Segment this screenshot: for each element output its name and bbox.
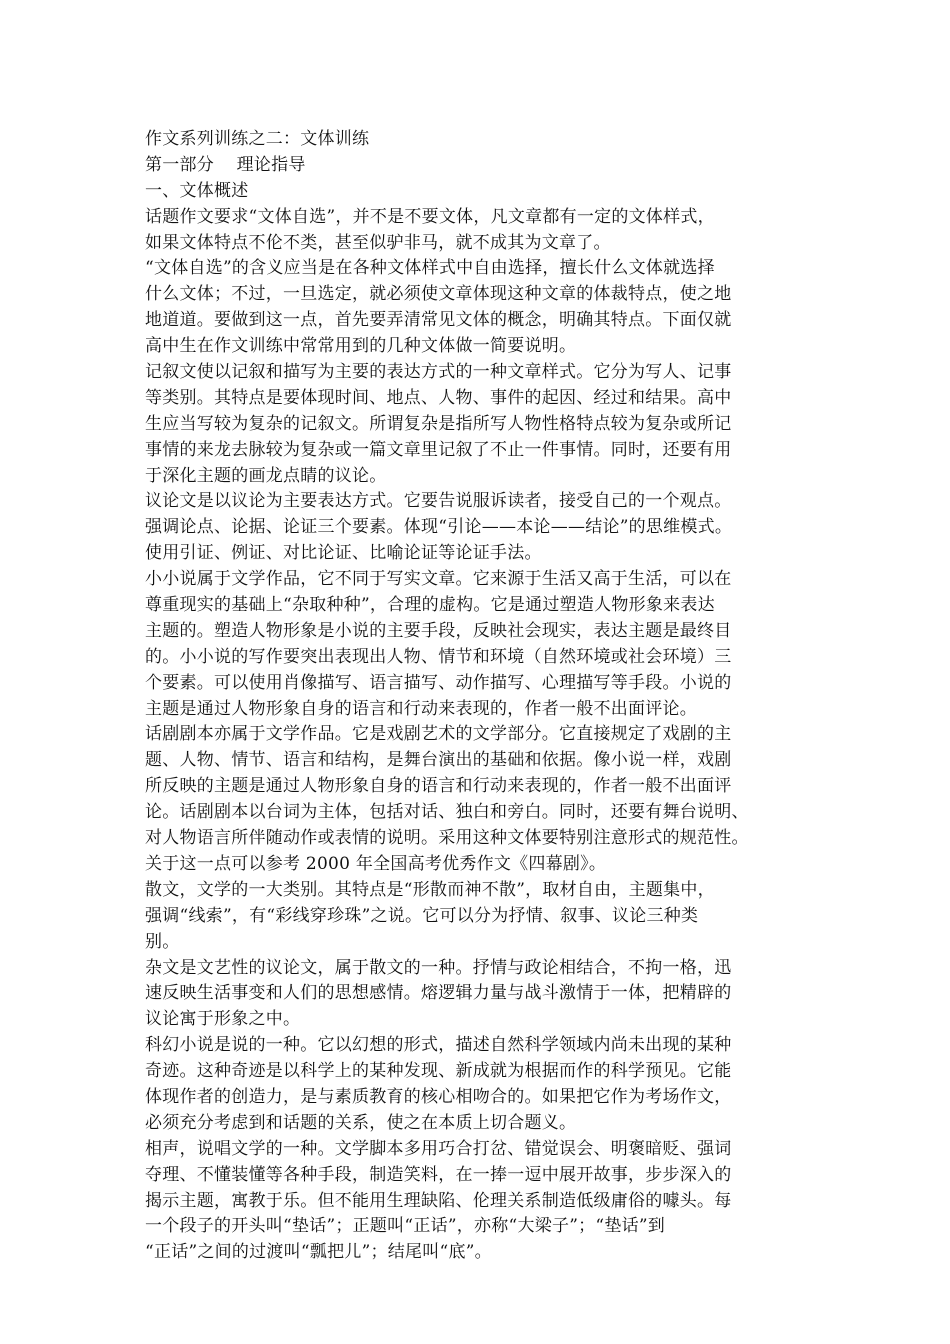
document-title: 作文系列训练之二：文体训练 [145, 129, 370, 149]
text-line: 科幻小说是说的一种。它以幻想的形式，描述自然科学领域内尚未出现的某种 [145, 1035, 732, 1056]
text-line: 地道道。要做到这一点，首先要弄清常见文体的概念，明确其特点。下面仅就 [145, 310, 732, 331]
text-line: 夺理、不懂装懂等各种手段，制造笑料，在一捧一逗中展开故事，步步深入的 [145, 1164, 732, 1185]
subsection-heading: 一、文体概述 [145, 180, 249, 201]
text-line: “正话”之间的过渡叫“瓢把儿”；结尾叫“底”。 [145, 1242, 492, 1263]
text-line: 话题作文要求“文体自选”，并不是不要文体，凡文章都有一定的文体样式， [145, 206, 715, 227]
text-line: 主题是通过人物形象自身的语言和行动来表现的，作者一般不出面评论。 [145, 698, 697, 719]
text-line: 体现作者的创造力，是与素质教育的核心相吻合的。如果把它作为考场作文， [145, 1086, 732, 1107]
text-line: 什么文体；不过，一旦选定，就必须使文章体现这种文章的体裁特点，使之地 [145, 284, 732, 305]
text-line: 强调论点、论据、论证三个要素。体现“引论——本论——结论”的思维模式。 [145, 517, 733, 538]
text-line: 高中生在作文训练中常常用到的几种文体做一简要说明。 [145, 336, 577, 357]
text-line: 个要素。可以使用肖像描写、语言描写、动作描写、心理描写等手段。小说的 [145, 672, 732, 693]
text-line: 使用引证、例证、对比论证、比喻论证等论证手法。 [145, 543, 542, 564]
text-line: 事情的来龙去脉较为复杂或一篇文章里记叙了不止一件事情。同时，还要有用 [145, 439, 732, 460]
text-line: 小小说属于文学作品，它不同于写实文章。它来源于生活又高于生活，可以在 [145, 569, 732, 590]
text-line: 相声，说唱文学的一种。文学脚本多用巧合打岔、错觉误会、明褒暗贬、强词 [145, 1138, 732, 1159]
text-line: 主题的。塑造人物形象是小说的主要手段，反映社会现实，表达主题是最终目 [145, 620, 732, 641]
text-line: 论。话剧剧本以台词为主体，包括对话、独白和旁白。同时，还要有舞台说明、 [145, 802, 749, 823]
text-line: 关于这一点可以参考 2000 年全国高考优秀作文《四幕剧》。 [145, 853, 607, 874]
text-line: 于深化主题的画龙点睛的议论。 [145, 465, 387, 486]
text-line: 题、人物、情节、语言和结构，是舞台演出的基础和依据。像小说一样，戏剧 [145, 750, 732, 771]
text-line: 强调“线索”，有“彩线穿珍珠”之说。它可以分为抒情、叙事、议论三种类 [145, 905, 699, 926]
text-line: 一个段子的开头叫“垫话”；正题叫“正话”，亦称“大梁子”；“垫话”到 [145, 1216, 666, 1237]
text-line: 生应当写较为复杂的记叙文。所谓复杂是指所写人物性格特点较为复杂或所记 [145, 413, 732, 434]
text-line: 所反映的主题是通过人物形象自身的语言和行动来表现的，作者一般不出面评 [145, 776, 732, 797]
text-line: “文体自选”的含义应当是在各种文体样式中自由选择，擅长什么文体就选择 [145, 258, 715, 279]
text-line: 对人物语言所伴随动作或表情的说明。采用这种文体要特别注意形式的规范性。 [145, 828, 749, 849]
text-line: 散文，文学的一大类别。其特点是“形散而神不散”，取材自由，主题集中， [145, 879, 715, 900]
document-body [145, 127, 810, 1266]
text-line: 奇迹。这种奇迹是以科学上的某种发现、新成就为根据而作的科学预见。它能 [145, 1061, 732, 1082]
text-line: 杂文是文艺性的议论文，属于散文的一种。抒情与政论相结合，不拘一格，迅 [145, 957, 732, 978]
text-line: 揭示主题，寓教于乐。但不能用生理缺陷、伦理关系制造低级庸俗的噱头。每 [145, 1190, 732, 1211]
text-line: 记叙文使以记叙和描写为主要的表达方式的一种文章样式。它分为写人、记事 [145, 362, 732, 383]
text-line: 如果文体特点不伦不类，甚至似驴非马，就不成其为文章了。 [145, 232, 611, 253]
text-line: 速反映生活事变和人们的思想感情。熔逻辑力量与战斗激情于一体，把精辟的 [145, 983, 732, 1004]
text-line: 议论文是以议论为主要表达方式。它要告说服诉读者，接受自己的一个观点。 [145, 491, 732, 512]
text-line: 话剧剧本亦属于文学作品。它是戏剧艺术的文学部分。它直接规定了戏剧的主 [145, 724, 732, 745]
text-line: 别。 [145, 931, 180, 952]
text-line: 的。小小说的写作要突出表现出人物、情节和环境（自然环境或社会环境）三 [145, 646, 732, 667]
section-heading: 第一部分 理论指导 [145, 154, 306, 175]
text-line: 尊重现实的基础上“杂取种种”，合理的虚构。它是通过塑造人物形象来表达 [145, 595, 715, 616]
text-line: 等类别。其特点是要体现时间、地点、人物、事件的起因、经过和结果。高中 [145, 387, 732, 408]
text-line: 议论寓于形象之中。 [145, 1009, 301, 1030]
text-line: 必须充分考虑到和话题的关系，使之在本质上切合题义。 [145, 1112, 577, 1133]
